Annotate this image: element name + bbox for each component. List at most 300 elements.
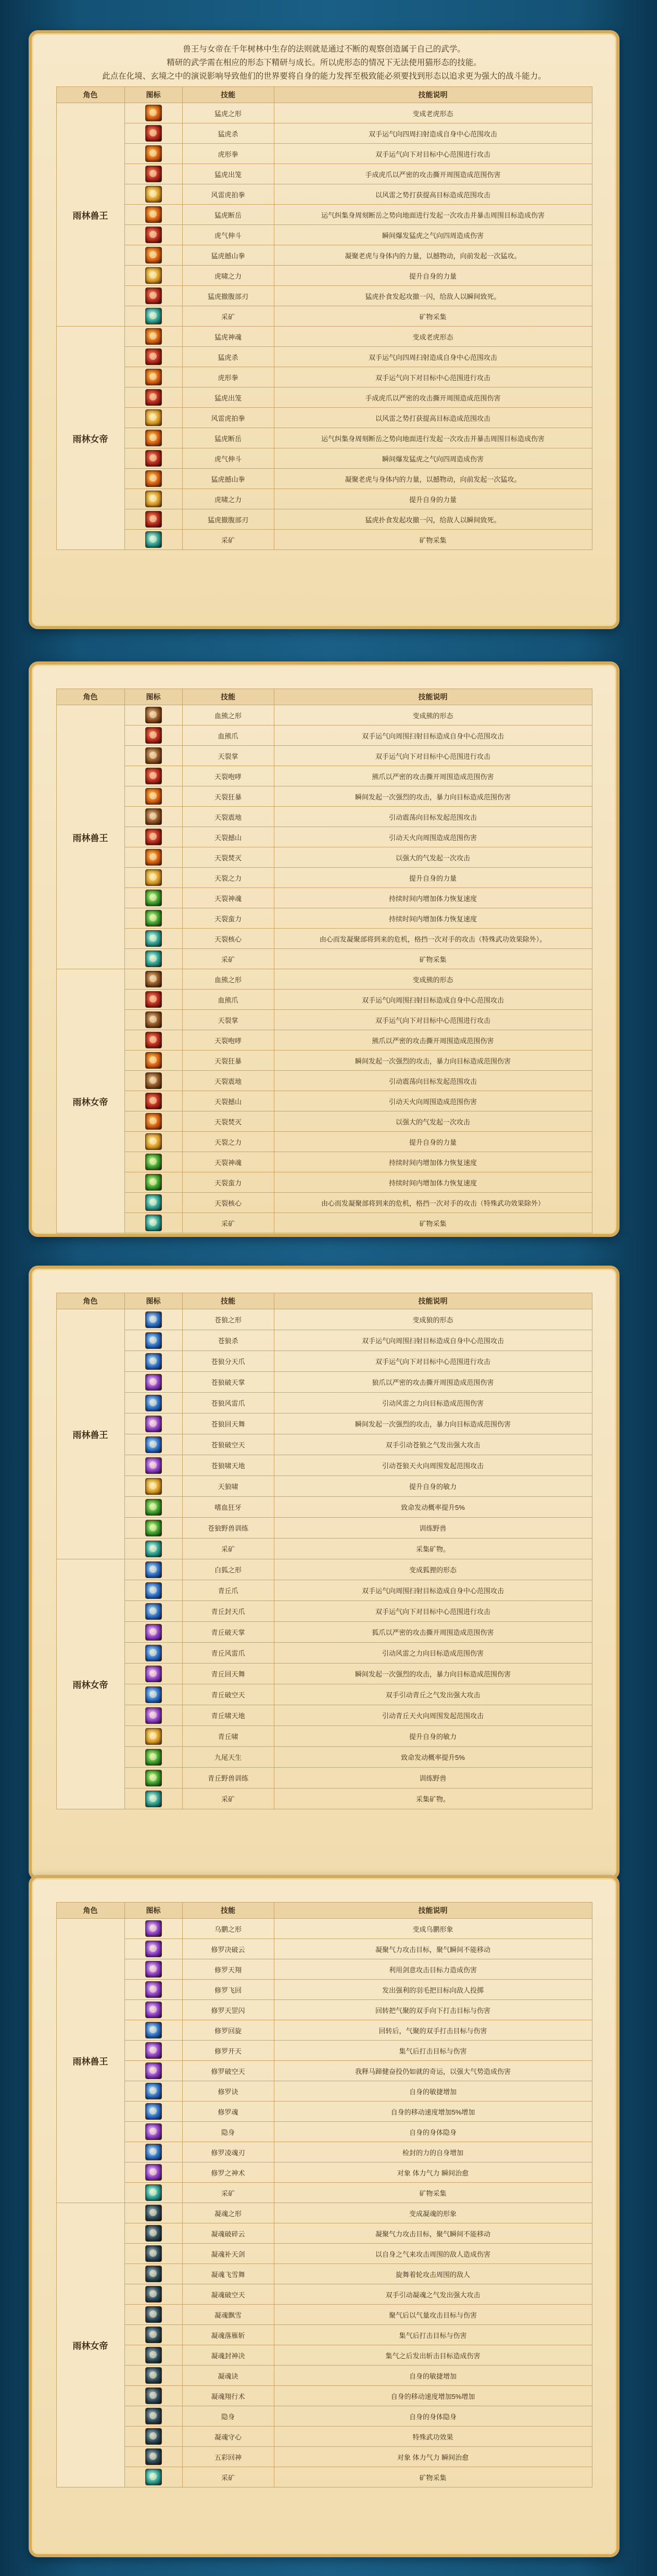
icon-cell — [124, 144, 182, 164]
icon-cell — [124, 103, 182, 123]
table-row — [56, 2325, 592, 2345]
table-row — [56, 1193, 592, 1213]
icon-cell — [124, 428, 182, 448]
table-row — [56, 766, 592, 786]
table-row — [56, 990, 592, 1010]
skill-desc: 集气之后发出斩击目标造成伤害 — [274, 2345, 592, 2366]
icon-cell — [124, 1559, 182, 1580]
table-row — [56, 2223, 592, 2244]
skill-desc: 利用剑意攻击目标力造成伤害 — [274, 1959, 592, 1980]
skill-desc: 双手引动青丘之气发出强大攻击 — [274, 1684, 592, 1705]
skill-name: 猛虎撤腹部刃 — [182, 509, 274, 530]
icon-cell — [124, 827, 182, 847]
icon-cell — [124, 164, 182, 184]
table-row — [56, 2183, 592, 2203]
icon-cell — [124, 1030, 182, 1051]
skill-desc: 变成熊的形态 — [274, 969, 592, 990]
table-row — [56, 1476, 592, 1497]
skill-desc: 引动天火向周围造成范围伤害 — [274, 1091, 592, 1111]
skill-desc: 提升自身的敏力 — [274, 1476, 592, 1497]
icon-cell — [124, 530, 182, 550]
skill-name: 乌鹏之形 — [182, 1919, 274, 1939]
skill-name: 天裂蛮力 — [182, 908, 274, 929]
icon-cell — [124, 1643, 182, 1664]
icon-cell — [124, 1455, 182, 1476]
table-row — [56, 2061, 592, 2081]
skill-desc: 引动苍狼天火向周围发起范围攻击 — [274, 1455, 592, 1476]
table-row — [56, 2244, 592, 2264]
skill-name: 虎啸之力 — [182, 489, 274, 509]
skill-icon — [145, 531, 162, 548]
skill-icon — [145, 1561, 162, 1578]
skill-desc: 熊爪以严密的攻击撕开周围造成范围伤害 — [274, 1030, 592, 1051]
skill-desc: 自身的敏捷增加 — [274, 2081, 592, 2102]
skill-icon — [145, 1311, 162, 1328]
icon-cell — [124, 2000, 182, 2020]
skill-icon — [145, 991, 162, 1008]
skill-desc: 双手运气向周围扫射目标造成自身中心范围攻击 — [274, 1330, 592, 1351]
skill-icon — [145, 166, 162, 182]
skill-icon — [145, 1941, 162, 1957]
icon-cell — [124, 2366, 182, 2386]
skill-icon — [145, 951, 162, 967]
icon-cell — [124, 1309, 182, 1330]
skill-name: 天裂咆哮 — [182, 766, 274, 786]
skill-icon — [145, 206, 162, 223]
skill-icon — [145, 1770, 162, 1786]
skill-name: 血熊爪 — [182, 990, 274, 1010]
skill-desc: 集气后打击目标与伤害 — [274, 2325, 592, 2345]
header-desc: 技能说明 — [274, 1293, 592, 1309]
skill-desc: 聚气后以气量攻击目标与伤害 — [274, 2305, 592, 2325]
skill-icon — [145, 707, 162, 723]
icon-cell — [124, 1601, 182, 1622]
skill-icon — [145, 369, 162, 385]
skill-icon — [145, 1541, 162, 1557]
table-row — [56, 1539, 592, 1559]
icon-cell — [124, 908, 182, 929]
skill-name: 血熊之形 — [182, 969, 274, 990]
skill-icon — [145, 1603, 162, 1620]
table-row — [56, 469, 592, 489]
icon-cell — [124, 1919, 182, 1939]
skill-name: 凝魂守心 — [182, 2427, 274, 2447]
skill-desc: 双手运气向四周扫射造成自身中心范围攻击 — [274, 123, 592, 144]
skill-name: 采矿 — [182, 949, 274, 969]
table-row — [56, 1351, 592, 1372]
skill-desc: 变成熊的形态 — [274, 705, 592, 726]
icon-cell — [124, 123, 182, 144]
icon-cell — [124, 949, 182, 969]
icon-cell — [124, 1622, 182, 1643]
skill-icon — [145, 1215, 162, 1231]
table-row — [56, 509, 592, 530]
icon-cell — [124, 2142, 182, 2162]
skill-desc: 自身的身体隐身 — [274, 2406, 592, 2427]
skill-table — [56, 86, 592, 550]
skill-name: 风雷虎拍拳 — [182, 184, 274, 205]
skill-desc: 瞬间发起一次强烈的攻击，暴力向目标造成范围伤害 — [274, 1051, 592, 1071]
table-row — [56, 1051, 592, 1071]
skill-name: 九尾天生 — [182, 1747, 274, 1768]
skill-icon — [145, 287, 162, 304]
icon-cell — [124, 286, 182, 306]
skill-icon — [145, 2225, 162, 2242]
skill-name: 苍狼风雷爪 — [182, 1393, 274, 1414]
icon-cell — [124, 2081, 182, 2102]
skill-icon — [145, 1133, 162, 1150]
icon-cell — [124, 225, 182, 245]
icon-cell — [124, 205, 182, 225]
icon-cell — [124, 1705, 182, 1726]
icon-cell — [124, 1111, 182, 1132]
skill-name: 虎气伸斗 — [182, 225, 274, 245]
skill-icon — [145, 1686, 162, 1703]
icon-cell — [124, 2467, 182, 2487]
skill-icon — [145, 348, 162, 365]
skill-name: 五彩回神 — [182, 2447, 274, 2467]
skill-icon — [145, 1749, 162, 1766]
table-row — [56, 1705, 592, 1726]
role-cell: 雨林女帝 — [56, 2203, 124, 2487]
table-row — [56, 2102, 592, 2122]
skill-icon — [145, 145, 162, 162]
skill-icon — [145, 2164, 162, 2181]
skill-desc: 提升自身的敏力 — [274, 1726, 592, 1747]
icon-cell — [124, 1664, 182, 1684]
skill-desc: 凝聚气力攻击目标，聚气瞬间不能移动 — [274, 2223, 592, 2244]
table-row — [56, 2203, 592, 2223]
icon-cell — [124, 1497, 182, 1518]
table-row — [56, 184, 592, 205]
skill-name: 修罗之神术 — [182, 2162, 274, 2183]
skill-name: 天裂之力 — [182, 868, 274, 888]
skill-name: 猛虎神魂 — [182, 327, 274, 347]
icon-cell — [124, 2223, 182, 2244]
header-icon: 图标 — [124, 689, 182, 705]
table-row — [56, 144, 592, 164]
icon-cell — [124, 2345, 182, 2366]
table-row — [56, 489, 592, 509]
skill-name: 青丘回天舞 — [182, 1664, 274, 1684]
table-row — [56, 1664, 592, 1684]
skill-name: 青丘爪 — [182, 1580, 274, 1601]
skill-desc: 持续时间内增加体力恢复速度 — [274, 908, 592, 929]
skill-name: 天裂震地 — [182, 1071, 274, 1091]
skill-panel-4 — [29, 1875, 620, 2557]
icon-cell — [124, 705, 182, 726]
skill-name: 凝魂落雁斩 — [182, 2325, 274, 2345]
skill-icon — [145, 2448, 162, 2465]
skill-desc: 训练野兽 — [274, 1518, 592, 1539]
icon-cell — [124, 2447, 182, 2467]
skill-desc: 回转把气聚的双手向下打击目标与伤害 — [274, 2000, 592, 2020]
skill-icon — [145, 2306, 162, 2323]
skill-name: 天裂狂暴 — [182, 786, 274, 807]
skill-icon — [145, 247, 162, 264]
skill-desc: 变成狐狸的形态 — [274, 1559, 592, 1580]
icon-cell — [124, 1414, 182, 1434]
icon-cell — [124, 786, 182, 807]
skill-name: 苍狼啸天地 — [182, 1455, 274, 1476]
icon-cell — [124, 408, 182, 428]
role-cell: 雨林女帝 — [56, 327, 124, 550]
skill-icon — [145, 227, 162, 243]
skill-desc: 矿物采集 — [274, 1213, 592, 1233]
table-row — [56, 807, 592, 827]
table-row — [56, 1959, 592, 1980]
skill-icon — [145, 2042, 162, 2059]
icon-cell — [124, 1330, 182, 1351]
skill-icon — [145, 849, 162, 866]
skill-desc: 提升自身的力量 — [274, 868, 592, 888]
skill-icon — [145, 2144, 162, 2160]
skill-icon — [145, 829, 162, 845]
icon-cell — [124, 327, 182, 347]
skill-icon — [145, 2428, 162, 2445]
skill-icon — [145, 1174, 162, 1191]
skill-desc: 提升自身的力量 — [274, 266, 592, 286]
skill-desc: 双手运气向周围扫射目标造成自身中心范围攻击 — [274, 726, 592, 746]
skill-desc: 提升自身的力量 — [274, 489, 592, 509]
skill-desc: 运气纠集身周刻断岳之势向地面进行发起一次攻击并暴击周围目标造成伤害 — [274, 428, 592, 448]
header-desc: 技能说明 — [274, 87, 592, 103]
skill-desc: 自身的移动速度增加5%增加 — [274, 2386, 592, 2406]
icon-cell — [124, 1372, 182, 1393]
icon-cell — [124, 2284, 182, 2305]
icon-cell — [124, 1980, 182, 2000]
table-row — [56, 1213, 592, 1233]
skill-desc: 运气纠集身周刻断岳之势向地面进行发起一次攻击并暴击周围目标造成伤害 — [274, 205, 592, 225]
skill-icon — [145, 1707, 162, 1724]
skill-name: 猛虎撤腹部刃 — [182, 286, 274, 306]
header-icon: 图标 — [124, 87, 182, 103]
icon-cell — [124, 448, 182, 469]
skill-name: 天裂狂暴 — [182, 1051, 274, 1071]
skill-name: 修罗诀 — [182, 2081, 274, 2102]
table-row — [56, 1580, 592, 1601]
skill-desc: 引动天火向周围造成范围伤害 — [274, 827, 592, 847]
skill-icon — [145, 2408, 162, 2424]
skill-icon — [145, 2469, 162, 2485]
skill-name: 凝魂飘雪 — [182, 2305, 274, 2325]
header-skill: 技能 — [182, 1293, 274, 1309]
table-row — [56, 245, 592, 266]
table-row — [56, 1393, 592, 1414]
skill-name: 采矿 — [182, 530, 274, 550]
skill-name: 天裂之力 — [182, 1132, 274, 1152]
skill-desc: 持续时间内增加体力恢复速度 — [274, 1172, 592, 1193]
icon-cell — [124, 184, 182, 205]
skill-desc: 引动震荡向目标发起范围攻击 — [274, 807, 592, 827]
icon-cell — [124, 1071, 182, 1091]
table-row — [56, 2305, 592, 2325]
skill-desc: 双手运气向下对目标中心范围进行攻击 — [274, 367, 592, 387]
table-row — [56, 868, 592, 888]
skill-desc: 引动风雷之力向目标造成范围伤害 — [274, 1393, 592, 1414]
icon-cell — [124, 1580, 182, 1601]
table-row — [56, 2447, 592, 2467]
skill-desc: 手成虎爪以严密的攻击撕开周围造成范围伤害 — [274, 387, 592, 408]
table-row — [56, 428, 592, 448]
table-row — [56, 164, 592, 184]
icon-cell — [124, 726, 182, 746]
icon-cell — [124, 2325, 182, 2345]
table-row — [56, 746, 592, 766]
skill-desc: 变成凝魂的形象 — [274, 2203, 592, 2223]
icon-cell — [124, 347, 182, 367]
skill-name: 天裂撼山 — [182, 827, 274, 847]
icon-cell — [124, 1051, 182, 1071]
skill-name: 修罗决破云 — [182, 1939, 274, 1959]
table-row — [56, 1622, 592, 1643]
skill-desc: 双手运气向下对目标中心范围进行攻击 — [274, 1351, 592, 1372]
table-row — [56, 2020, 592, 2041]
skill-name: 修罗开天 — [182, 2041, 274, 2061]
skill-desc: 双手运气向下对目标中心范围进行攻击 — [274, 746, 592, 766]
skill-icon — [145, 2103, 162, 2120]
skill-name: 修罗飞回 — [182, 1980, 274, 2000]
skill-name: 青丘野兽训练 — [182, 1768, 274, 1789]
icon-cell — [124, 1684, 182, 1705]
skill-desc: 双手运气向下对目标中心范围进行攻击 — [274, 1010, 592, 1030]
skill-name: 血熊爪 — [182, 726, 274, 746]
table-row — [56, 1789, 592, 1809]
skill-icon — [145, 1645, 162, 1661]
skill-icon — [145, 1032, 162, 1048]
table-row — [56, 1132, 592, 1152]
skill-icon — [145, 2387, 162, 2404]
skill-name: 青丘破空天 — [182, 1684, 274, 1705]
icon-cell — [124, 2203, 182, 2223]
skill-desc: 回转后，气聚的双手打击目标与伤害 — [274, 2020, 592, 2041]
icon-cell — [124, 2183, 182, 2203]
icon-cell — [124, 2427, 182, 2447]
skill-icon — [145, 105, 162, 121]
icon-cell — [124, 489, 182, 509]
table-row — [56, 367, 592, 387]
skill-name: 苍狼杀 — [182, 1330, 274, 1351]
skill-icon — [145, 768, 162, 784]
role-cell: 雨林兽王 — [56, 1309, 124, 1559]
icon-cell — [124, 2102, 182, 2122]
skill-name: 苍狼破天掌 — [182, 1372, 274, 1393]
skill-desc: 集气后打击目标与伤害 — [274, 2041, 592, 2061]
header-role: 角色 — [56, 689, 124, 705]
table-row — [56, 2000, 592, 2020]
skill-icon — [145, 1353, 162, 1370]
skill-name: 血熊之形 — [182, 705, 274, 726]
skill-desc: 自身的敏捷增加 — [274, 2366, 592, 2386]
header-role: 角色 — [56, 1903, 124, 1919]
skill-name: 猛虎撼山拳 — [182, 245, 274, 266]
skill-panel-3 — [29, 1266, 620, 1880]
table-row — [56, 123, 592, 144]
skill-icon — [145, 1436, 162, 1453]
icon-cell — [124, 1789, 182, 1809]
table-row — [56, 1434, 592, 1455]
icon-cell — [124, 1152, 182, 1172]
skill-desc: 熊爪以严密的攻击撕开周围造成范围伤害 — [274, 766, 592, 786]
skill-desc: 致命发动概率提升5% — [274, 1747, 592, 1768]
icon-cell — [124, 807, 182, 827]
skill-name: 隐身 — [182, 2406, 274, 2427]
skill-name: 虎形拳 — [182, 144, 274, 164]
skill-table — [56, 689, 592, 1233]
skill-desc: 双手运气向四周扫射造成自身中心范围攻击 — [274, 347, 592, 367]
icon-cell — [124, 1747, 182, 1768]
skill-desc: 矿物采集 — [274, 949, 592, 969]
skill-icon — [145, 1052, 162, 1069]
skill-name: 修罗回旋 — [182, 2020, 274, 2041]
icon-cell — [124, 2122, 182, 2142]
skill-name: 隐身 — [182, 2122, 274, 2142]
skill-desc: 狐爪以严密的攻击撕开周围造成范围伤害 — [274, 1622, 592, 1643]
skill-name: 凝魂封神决 — [182, 2345, 274, 2366]
icon-cell — [124, 2244, 182, 2264]
skill-name: 青丘风雷爪 — [182, 1643, 274, 1664]
skill-name: 天裂神魂 — [182, 888, 274, 908]
table-row — [56, 2284, 592, 2305]
icon-cell — [124, 1351, 182, 1372]
skill-desc: 采集矿物。 — [274, 1539, 592, 1559]
skill-desc: 双手运气向周围扫射目标造成自身中心范围攻击 — [274, 1580, 592, 1601]
table-row — [56, 1726, 592, 1747]
skill-icon — [145, 788, 162, 805]
table-row — [56, 2081, 592, 2102]
icon-cell — [124, 746, 182, 766]
skill-icon — [145, 808, 162, 825]
skill-desc: 双手运气向下对目标中心范围进行攻击 — [274, 1601, 592, 1622]
role-cell: 雨林兽王 — [56, 705, 124, 969]
table-row — [56, 1030, 592, 1051]
icon-cell — [124, 1726, 182, 1747]
header-role: 角色 — [56, 87, 124, 103]
skill-icon — [145, 727, 162, 744]
skill-name: 虎啸之力 — [182, 266, 274, 286]
skill-icon — [145, 308, 162, 324]
skill-desc: 由心而发凝聚部将到来的危机，格挡一次对手的攻击（特殊武功效果除外） — [274, 1193, 592, 1213]
table-row — [56, 205, 592, 225]
table-row — [56, 1601, 592, 1622]
skill-icon — [145, 2184, 162, 2201]
skill-name: 天裂核心 — [182, 929, 274, 949]
skill-desc: 采集矿物。 — [274, 1789, 592, 1809]
table-row — [56, 2264, 592, 2284]
skill-desc: 发出强利的羽毛把目标向敌人投掷 — [274, 1980, 592, 2000]
skill-name: 猛虎杀 — [182, 347, 274, 367]
table-row — [56, 1309, 592, 1330]
skill-icon — [145, 1154, 162, 1170]
skill-name: 天裂掌 — [182, 746, 274, 766]
intro-line: 兽王与女帝在千年树林中生存的法则就是通过不断的观察创造属于自己的武学。 — [183, 45, 465, 54]
skill-icon — [145, 2062, 162, 2079]
table-row — [56, 908, 592, 929]
skill-icon — [145, 1499, 162, 1516]
skill-name: 虎气伸斗 — [182, 448, 274, 469]
table-row — [56, 408, 592, 428]
icon-cell — [124, 2020, 182, 2041]
table-row — [56, 786, 592, 807]
skill-name: 采矿 — [182, 306, 274, 327]
skill-icon — [145, 1520, 162, 1536]
skill-name: 采矿 — [182, 1213, 274, 1233]
skill-name: 猛虎断岳 — [182, 428, 274, 448]
skill-icon — [145, 1478, 162, 1495]
skill-icon — [145, 2002, 162, 2018]
skill-name: 采矿 — [182, 1789, 274, 1809]
skill-desc: 矿物采集 — [274, 306, 592, 327]
